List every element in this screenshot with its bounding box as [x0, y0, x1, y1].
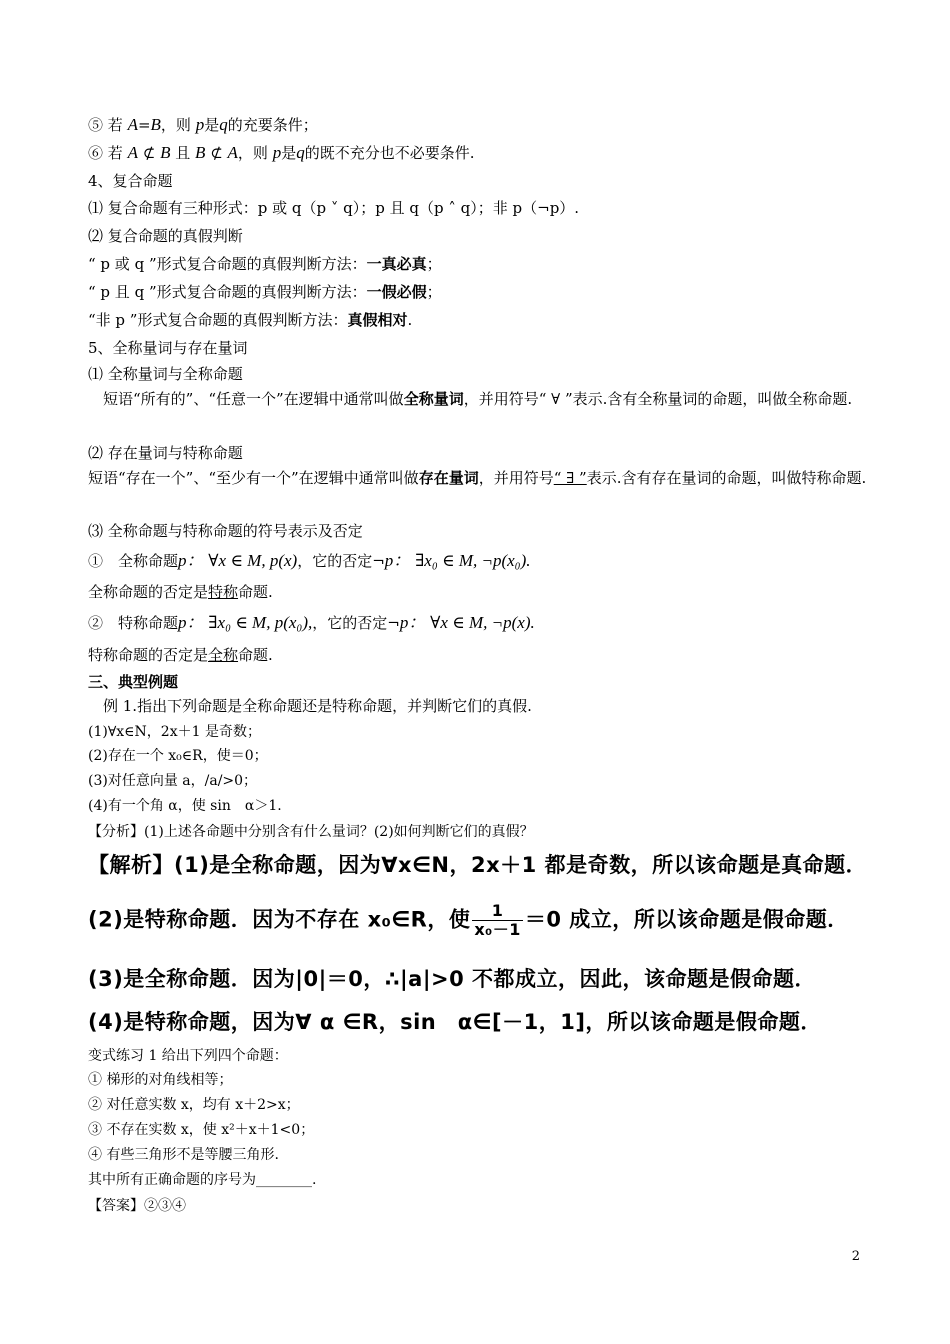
- variant-question: 其中所有正确命题的序号为________.: [88, 1172, 317, 1188]
- existential-negation-conclusion: 特称命题的否定是全称命题.: [88, 646, 273, 664]
- universal-negation-conclusion: 全称命题的否定是特称命题.: [88, 583, 273, 601]
- section-heading-examples: 三、典型例题: [88, 673, 179, 691]
- fraction: $\frac{1}{\text{x₀－1}}$: [474, 901, 521, 939]
- and-rule-line: “ p 且 q ”形式复合命题的真假判断方法：一假必假；: [88, 283, 442, 301]
- universal-paragraph: 短语“所有的”、“任意一个”在逻辑中通常叫做全称量词，并用符号“ ∀ ”表示.含有全称量词的命题，叫做全称命题.: [88, 390, 853, 408]
- universal-negation-line: ① 全称命题p： ∀x ∈ M, p(x)，它的否定¬p： ∃x₀ ∈ M, ¬p(x₀).: [88, 551, 531, 570]
- variant-item-1: ① 梯形的对角线相等；: [88, 1072, 233, 1088]
- example-item-3: (3)对任意向量 a，/a/>0；: [88, 773, 258, 789]
- condition-5: ⑤ 若 A=B，则 p是q的充要条件；: [88, 115, 318, 134]
- compound-forms-line: ⑴ 复合命题有三种形式：p 或 q（p ˅ q）；p 且 q（p ˄ q）；非 p（¬p）.: [88, 199, 580, 217]
- example-item-2: (2)存在一个 x₀∈R，使＝0；: [88, 748, 268, 764]
- solution-line-3: (3)是全称命题．因为|0|＝0，∴|a|>0 不都成立，因此，该命题是假命题．: [88, 967, 817, 991]
- section-heading-compound: 4、复合命题: [88, 172, 173, 190]
- analysis-line: 【分析】(1)上述各命题中分别含有什么量词？(2)如何判断它们的真假？: [88, 824, 534, 840]
- variant-exercise-prompt: 变式练习 1 给出下列四个命题：: [88, 1048, 288, 1064]
- variant-item-4: ④ 有些三角形不是等腰三角形.: [88, 1147, 279, 1163]
- existential-heading: ⑵ 存在量词与特称命题: [88, 444, 243, 462]
- variant-item-3: ③ 不存在实数 x，使 x²＋x＋1<0；: [88, 1122, 315, 1138]
- solution-line-4: (4)是特称命题，因为∀ α ∈R，sin α∈[－1，1]，所以该命题是假命题．: [88, 1010, 822, 1034]
- variant-item-2: ② 对任意实数 x，均有 x＋2>x；: [88, 1097, 300, 1113]
- page-number: 2: [851, 1249, 860, 1264]
- solution-line-1: 【解析】(1)是全称命题，因为∀x∈N，2x＋1 都是奇数，所以该命题是真命题．: [88, 853, 868, 877]
- answer-line: 【答案】②③④: [88, 1198, 186, 1214]
- example-item-4: (4)有一个角 α，使 sin α＞1.: [88, 798, 282, 814]
- truth-judgment-heading: ⑵ 复合命题的真假判断: [88, 227, 243, 245]
- section-heading-quantifiers: 5、全称量词与存在量词: [88, 339, 248, 357]
- example-1-prompt: 例 1.指出下列命题是全称命题还是特称命题，并判断它们的真假.: [88, 697, 532, 715]
- example-item-1: (1)∀x∈N，2x＋1 是奇数；: [88, 724, 261, 740]
- existential-negation-line: ② 特称命题p： ∃x₀ ∈ M, p(x₀),，它的否定¬p： ∀x ∈ M, ¬p(x).: [88, 613, 535, 632]
- solution-line-2: (2)是特称命题．因为不存在 x₀∈R，使 $\frac{1}{\text{x₀－1}}$ ＝0 成立，所以该命题是假命题．: [88, 901, 849, 939]
- not-rule-line: “非 p ”形式复合命题的真假判断方法：真假相对.: [88, 311, 413, 329]
- universal-heading: ⑴ 全称量词与全称命题: [88, 365, 243, 383]
- existential-paragraph: 短语“存在一个”、“至少有一个”在逻辑中通常叫做存在量词，并用符号“ ∃ ”表示.含有存在量词的命题，叫做特称命题.: [88, 469, 867, 487]
- negation-heading: ⑶ 全称命题与特称命题的符号表示及否定: [88, 522, 363, 540]
- or-rule-line: “ p 或 q ”形式复合命题的真假判断方法：一真必真；: [88, 255, 442, 273]
- condition-6: ⑥ 若 A ⊄ B 且 B ⊄ A，则 p是q的既不充分也不必要条件.: [88, 143, 475, 162]
